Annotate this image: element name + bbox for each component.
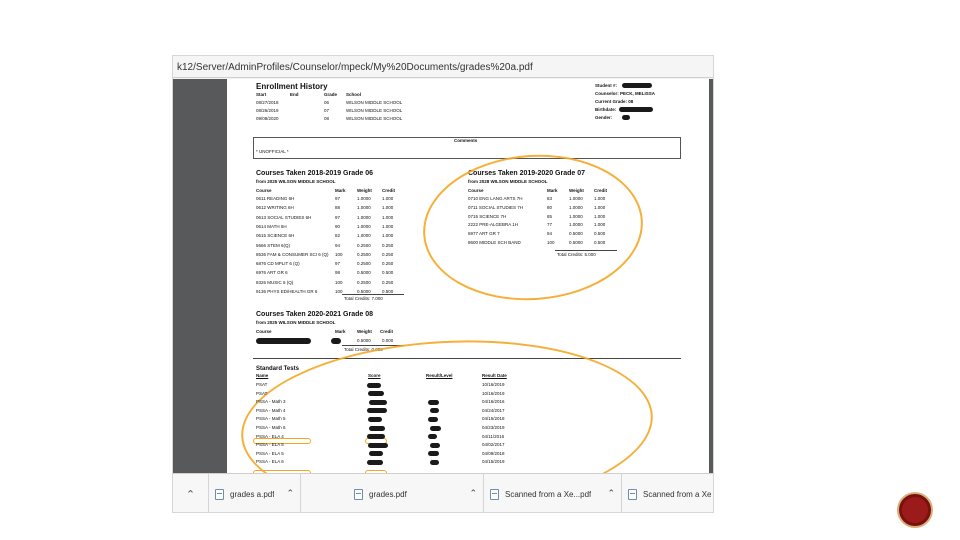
course-weight: 1.0000 xyxy=(569,204,583,210)
course-mark: 94 xyxy=(547,231,553,237)
course-mark: 100 xyxy=(335,251,343,257)
credit-value: 0.000 xyxy=(382,338,394,343)
redaction-mark xyxy=(430,443,440,448)
school-seal-logo xyxy=(897,492,933,528)
enrollment-header-school: School xyxy=(346,92,362,97)
course-name: 9136 PHYS ED/HEALTH GR 6 xyxy=(256,289,318,294)
pdf-file-icon xyxy=(215,489,224,500)
courses-2019-school: from 2028 WILSON MIDDLE SCHOOL xyxy=(468,179,548,184)
course-weight: 1.0000 xyxy=(357,205,371,211)
chevron-up-icon[interactable]: ⌃ xyxy=(286,488,294,498)
address-bar[interactable]: k12/Server/AdminProfiles/Counselor/mpeck/My%20Documents/grades%20a.pdf xyxy=(173,56,714,78)
enrollment-school: WILSON MIDDLE SCHOOL xyxy=(346,108,403,113)
test-date: 04/11/2016 xyxy=(482,433,505,439)
download-shelf xyxy=(173,473,714,513)
course-weight: 0.2500 xyxy=(357,242,371,248)
credit-header: Credit xyxy=(380,329,394,334)
course-weight: 0.5000 xyxy=(357,289,371,294)
gender-label: Gender: xyxy=(595,115,613,120)
course-mark: 97 xyxy=(335,196,341,201)
courses-2018-total: Total Credits: 7.000 xyxy=(344,296,383,301)
course-mark: 94 xyxy=(335,242,341,248)
download-item[interactable] xyxy=(209,474,301,513)
counselor-name: Counselor: PECK, MELISSA xyxy=(595,91,656,96)
course-mark: 97 xyxy=(335,214,341,220)
download-label: grades.pdf xyxy=(369,490,407,499)
enrollment-school: WILSON MIDDLE SCHOOL xyxy=(346,100,403,105)
test-score-header: Score xyxy=(368,373,381,378)
course-name: 0711 SOCIAL STUDIES 7H xyxy=(468,204,524,210)
course-mark: 80 xyxy=(547,204,553,210)
redaction-mark xyxy=(622,115,630,120)
courses-2018-title: Courses Taken 2018-2019 Grade 06 xyxy=(256,170,373,177)
redaction-mark xyxy=(430,460,439,465)
mark-header: Mark xyxy=(547,188,558,193)
course-credit: 1.000 xyxy=(382,196,394,201)
redaction-mark xyxy=(369,426,385,431)
courses-2019-title: Courses Taken 2019-2020 Grade 07 xyxy=(468,170,585,177)
enrollment-header-grade: Grade xyxy=(324,92,338,97)
course-credit: 1.000 xyxy=(382,214,394,220)
annotation-circle xyxy=(237,330,657,473)
annotation-circle xyxy=(418,148,648,308)
download-label: grades a.pdf xyxy=(230,490,275,499)
course-name: 0613 SOCIAL STUDIES 6H xyxy=(256,214,312,220)
download-item[interactable] xyxy=(348,474,484,513)
credit-header: Credit xyxy=(594,188,608,193)
chevron-up-icon[interactable]: ⌃ xyxy=(469,488,477,498)
course-weight: 0.5000 xyxy=(357,270,371,276)
redaction-mark xyxy=(622,83,652,88)
course-weight: 1.0000 xyxy=(569,222,583,228)
redaction-mark xyxy=(428,400,439,405)
test-name: PSAT xyxy=(256,390,268,396)
course-weight: 0.2500 xyxy=(357,279,371,285)
redaction-mark xyxy=(428,451,439,456)
course-name: 5666 STEM 6(Q) xyxy=(256,242,291,248)
course-credit: 1.000 xyxy=(382,233,394,239)
course-credit: 1.000 xyxy=(382,223,394,229)
course-name: 8600 MIDDLE SCH BAND xyxy=(468,240,521,245)
student-number-label: Student #: xyxy=(595,83,617,88)
course-mark: 83 xyxy=(547,196,553,201)
birthdate-label: Birthdate: xyxy=(595,107,617,112)
test-date: 04/16/2016 xyxy=(482,399,505,405)
course-mark: 82 xyxy=(335,233,341,239)
download-label: Scanned from a Xe...pdf xyxy=(505,490,592,499)
enrollment-school: WILSON MIDDLE SCHOOL xyxy=(346,116,403,121)
test-name-header: Name xyxy=(256,373,269,378)
redaction-mark xyxy=(331,338,341,344)
total-rule xyxy=(342,294,404,295)
enrollment-start: 08/27/2018 xyxy=(256,100,279,105)
redaction-mark xyxy=(619,107,653,112)
course-weight: 0.2500 xyxy=(357,261,371,267)
course-name: 0611 READING 6H xyxy=(256,196,295,201)
enrollment-header-end: End xyxy=(290,92,299,97)
course-header: Course xyxy=(256,329,272,334)
download-item[interactable] xyxy=(622,474,714,513)
test-date-header: Result Date xyxy=(482,373,507,378)
course-name: 0710 ENG LANG ARTS 7H xyxy=(468,196,523,201)
browser-screenshot xyxy=(172,55,714,513)
course-mark: 100 xyxy=(335,289,343,294)
redaction-mark xyxy=(430,426,441,431)
course-name: 6976 ART GR 6 xyxy=(256,270,288,276)
course-credit: 0.500 xyxy=(382,289,394,294)
test-date: 10/16/2019 xyxy=(482,390,505,396)
current-grade: Current Grade: 08 xyxy=(595,99,634,104)
enrollment-grade: 07 xyxy=(324,108,330,113)
course-name: 0615 SCIENCE 6H xyxy=(256,233,295,239)
course-mark: 97 xyxy=(335,261,341,267)
course-credit: 1.000 xyxy=(594,222,606,228)
redaction-mark xyxy=(369,400,387,405)
test-date: 04/15/2019 xyxy=(482,459,505,465)
course-credit: 1.000 xyxy=(594,204,606,210)
enrollment-title: Enrollment History xyxy=(256,82,328,91)
test-name: PSSA - ELA 6 xyxy=(256,459,284,465)
chevron-up-icon[interactable]: ⌃ xyxy=(607,488,615,498)
enrollment-grade: 06 xyxy=(324,100,330,105)
download-label: Scanned from a Xe xyxy=(643,490,712,499)
redaction-mark xyxy=(367,434,385,439)
redaction-mark xyxy=(367,460,383,465)
redaction-mark xyxy=(368,417,382,422)
test-name: PSAT xyxy=(256,382,268,387)
test-name: PSSA - ELA 5 xyxy=(256,442,284,448)
course-header: Course xyxy=(256,188,272,193)
courses-2018-school: from 2025 WILSON MIDDLE SCHOOL xyxy=(256,179,336,184)
course-name: 0612 WRITING 6H xyxy=(256,205,294,211)
course-weight: 1.0000 xyxy=(357,214,371,220)
test-date: 04/24/2017 xyxy=(482,407,505,413)
test-date: 04/23/2019 xyxy=(482,425,505,430)
course-weight: 0.5000 xyxy=(569,231,583,237)
test-date: 04/02/2017 xyxy=(482,442,505,448)
course-credit: 0.250 xyxy=(382,251,394,257)
test-date: 10/16/2019 xyxy=(482,382,505,387)
course-weight: 0.2500 xyxy=(357,251,371,257)
pdf-file-icon xyxy=(490,489,499,500)
test-name: PSSA - ELA 5 xyxy=(256,450,284,456)
mark-header: Mark xyxy=(335,329,346,334)
redaction-mark xyxy=(428,434,437,439)
test-name: PSSA - ELA 4 xyxy=(256,433,284,439)
pdf-file-icon xyxy=(628,489,637,500)
course-weight: 1.0000 xyxy=(569,196,583,201)
enrollment-header-start: Start xyxy=(256,92,267,97)
course-mark: 100 xyxy=(335,279,343,285)
courses-2020-school: from 2025 WILSON MIDDLE SCHOOL xyxy=(256,320,336,325)
course-header: Course xyxy=(468,188,484,193)
enrollment-start: 08/26/2019 xyxy=(256,108,279,113)
test-name: PSSA - Math 3 xyxy=(256,399,286,405)
course-mark: 98 xyxy=(335,270,341,276)
weight-header: Weight xyxy=(357,188,372,193)
enrollment-start: 09/08/2020 xyxy=(256,116,279,121)
mark-header: Mark xyxy=(335,188,346,193)
weight-header: Weight xyxy=(569,188,584,193)
course-credit: 0.250 xyxy=(382,261,394,267)
pdf-viewer-margin-left xyxy=(173,79,227,473)
course-weight: 1.0000 xyxy=(357,196,371,201)
redaction-mark xyxy=(428,417,438,422)
pdf-file-icon xyxy=(354,489,363,500)
weight-value: 0.5000 xyxy=(357,338,371,343)
course-mark: 90 xyxy=(335,223,341,229)
credit-header: Credit xyxy=(382,188,396,193)
course-name: 8536 FAM & CONSUMER SCI 6 (Q) xyxy=(256,251,329,257)
redaction-mark xyxy=(367,383,381,388)
course-name: 8326 MUSIC 6 (Q) xyxy=(256,279,294,285)
test-name: PSSA - Math 4 xyxy=(256,407,286,413)
course-name: 6876 CD MPLIT 6 (Q) xyxy=(256,261,300,267)
course-name: 0614 MATH 6H xyxy=(256,223,287,229)
course-weight: 0.5000 xyxy=(569,240,583,245)
course-credit: 1.000 xyxy=(382,205,394,211)
course-weight: 1.0000 xyxy=(569,213,583,219)
course-weight: 1.0000 xyxy=(357,223,371,229)
test-name: PSSA - Math 6 xyxy=(256,425,286,430)
course-weight: 1.0000 xyxy=(357,233,371,239)
weight-header: Weight xyxy=(357,329,372,334)
unofficial-note: * UNOFFICIAL * xyxy=(256,149,289,154)
test-level-header: Result/Level xyxy=(426,373,453,378)
pdf-document xyxy=(227,79,709,473)
course-credit: 0.250 xyxy=(382,242,394,248)
test-name: PSSA - Math 5 xyxy=(256,416,286,422)
chevron-up-icon[interactable]: ⌃ xyxy=(173,474,209,513)
course-credit: 1.000 xyxy=(594,196,606,201)
courses-2020-title: Courses Taken 2020-2021 Grade 08 xyxy=(256,311,373,318)
courses-2019-total: Total Credits: 5.000 xyxy=(557,252,596,257)
redaction-mark xyxy=(367,408,387,413)
course-credit: 0.500 xyxy=(382,270,394,276)
redaction-mark xyxy=(369,451,383,456)
course-name: 6977 ART GR 7 xyxy=(468,231,500,237)
courses-2020-total: Total Credits: 0.000 xyxy=(344,347,383,352)
test-date: 04/09/2018 xyxy=(482,450,505,456)
redaction-mark xyxy=(256,338,311,344)
course-credit: 0.500 xyxy=(594,240,606,245)
enrollment-grade: 08 xyxy=(324,116,330,121)
course-credit: 0.250 xyxy=(382,279,394,285)
course-mark: 77 xyxy=(547,222,553,228)
course-name: 2222 PRE-ALGEBRA 1H xyxy=(468,222,519,228)
course-mark: 88 xyxy=(335,205,341,211)
course-mark: 100 xyxy=(547,240,555,245)
redaction-mark xyxy=(368,391,384,396)
redaction-mark xyxy=(368,443,388,448)
course-name: 0715 SCIENCE 7H xyxy=(468,213,507,219)
tests-title: Standard Tests xyxy=(256,366,299,372)
course-credit: 1.000 xyxy=(594,213,606,219)
course-credit: 0.500 xyxy=(594,231,606,237)
course-mark: 85 xyxy=(547,213,553,219)
redaction-mark xyxy=(430,408,439,413)
download-item[interactable] xyxy=(484,474,622,513)
comments-title: Comments xyxy=(454,138,478,143)
test-date: 04/15/2018 xyxy=(482,416,505,422)
